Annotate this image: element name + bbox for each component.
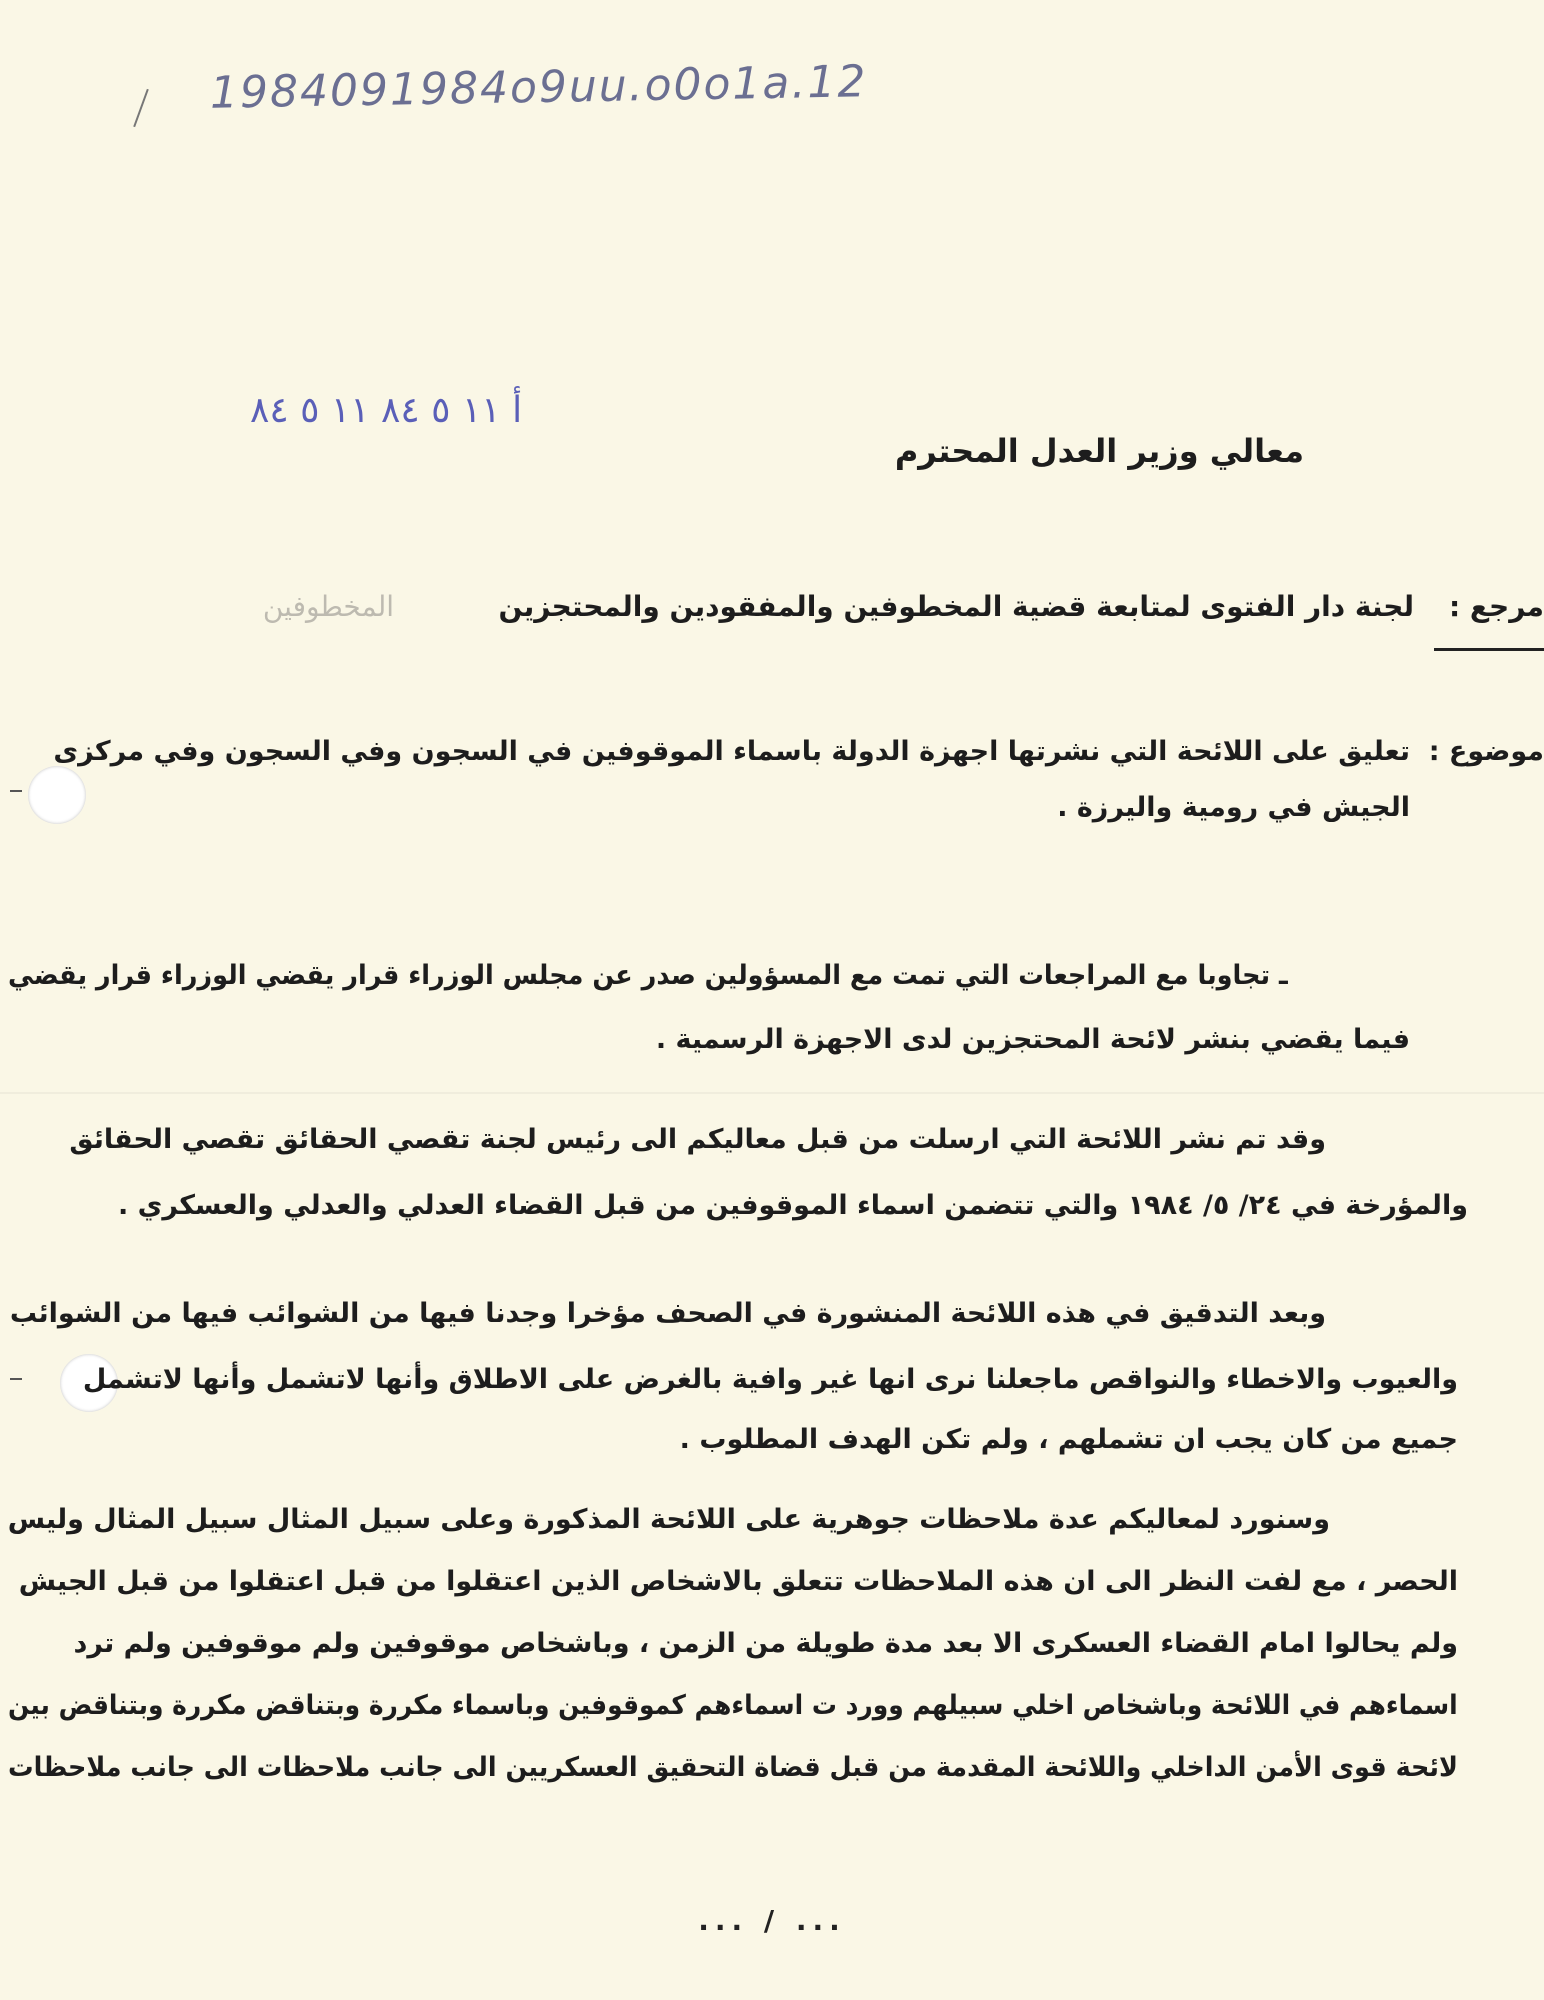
body-line-1: ـ تجاوبا مع المراجعات التي تمت مع المسؤولين صدر عن مجلس الوزراء قرار يقضي الوزراء قرار يقضي <box>8 960 1288 991</box>
reference-label: مرجع : <box>1448 590 1544 623</box>
salutation: معالي وزير العدل المحترم <box>894 432 1304 470</box>
handwritten-date: أ ١١ ٥ ٨٤ ١١ ٥ ٨٤ <box>250 390 523 431</box>
punch-hole <box>28 766 86 824</box>
handwritten-slash <box>133 89 149 127</box>
handwritten-reference-number: 1984091984o9uu.o0o1a.12 <box>209 56 868 119</box>
body-line-5: وبعد التدقيق في هذه اللائحة المنشورة في الصحف مؤخرا وجدنا فيها من الشوائب فيها من الشوائب <box>9 1298 1326 1329</box>
body-line-12: لائحة قوى الأمن الداخلي واللائحة المقدمة من قبل قضاة التحقيق العسكريين الى جانب ملاحظات الى جانب ملاحظات <box>8 1752 1458 1783</box>
paper-fold <box>0 1092 1544 1094</box>
reference-faded-text: المخطوفين <box>262 590 394 623</box>
continuation-marker: ... / ... <box>698 1904 846 1937</box>
body-line-10: ولم يحالوا امام القضاء العسكرى الا بعد مدة طويلة من الزمن ، وباشخاص موقوفين ولم موقوفين ولم ترد <box>73 1628 1458 1659</box>
subject-line-1: تعليق على اللائحة التي نشرتها اجهزة الدولة باسماء الموقوفين في السجون وفي السجون وفي مركزى <box>53 736 1410 767</box>
subject-line-2: الجيش في رومية واليرزة . <box>1057 792 1410 823</box>
margin-tick <box>10 790 22 792</box>
subject-label: موضوع : <box>1428 736 1544 767</box>
margin-tick <box>10 1378 22 1380</box>
reference-text: لجنة دار الفتوى لمتابعة قضية المخطوفين والمفقودين والمحتجزين <box>498 590 1414 623</box>
body-line-3: وقد تم نشر اللائحة التي ارسلت من قبل معاليكم الى رئيس لجنة تقصي الحقائق تقصي الحقائق <box>69 1124 1326 1155</box>
body-line-7: جميع من كان يجب ان تشملهم ، ولم تكن الهدف المطلوب . <box>679 1424 1458 1455</box>
body-line-2: فيما يقضي بنشر لائحة المحتجزين لدى الاجهزة الرسمية . <box>655 1024 1410 1055</box>
body-line-9: الحصر ، مع لفت النظر الى ان هذه الملاحظات تتعلق بالاشخاص الذين اعتقلوا من قبل اعتقلوا من قبل الجيش <box>18 1566 1458 1597</box>
body-line-11: اسماءهم في اللائحة وباشخاص اخلي سبيلهم وورد ت اسماءهم كموقوفين وباسماء مكررة وبتناقض مكررة وبتناقض بين <box>8 1690 1458 1721</box>
reference-underline <box>1434 648 1544 651</box>
body-line-4: والمؤرخة في ٢٤/ ٥/ ١٩٨٤ والتي تتضمن اسماء الموقوفين من قبل القضاء العدلي والعدلي والعسكري . <box>118 1190 1468 1221</box>
body-line-8: وسنورد لمعاليكم عدة ملاحظات جوهرية على اللائحة المذكورة وعلى سبيل المثال سبيل المثال وليس <box>7 1504 1330 1535</box>
body-line-6: والعيوب والاخطاء والنواقص ماجعلنا نرى انها غير وافية بالغرض على الاطلاق وأنها لاتشمل وأنها لاتشمل <box>82 1364 1458 1395</box>
